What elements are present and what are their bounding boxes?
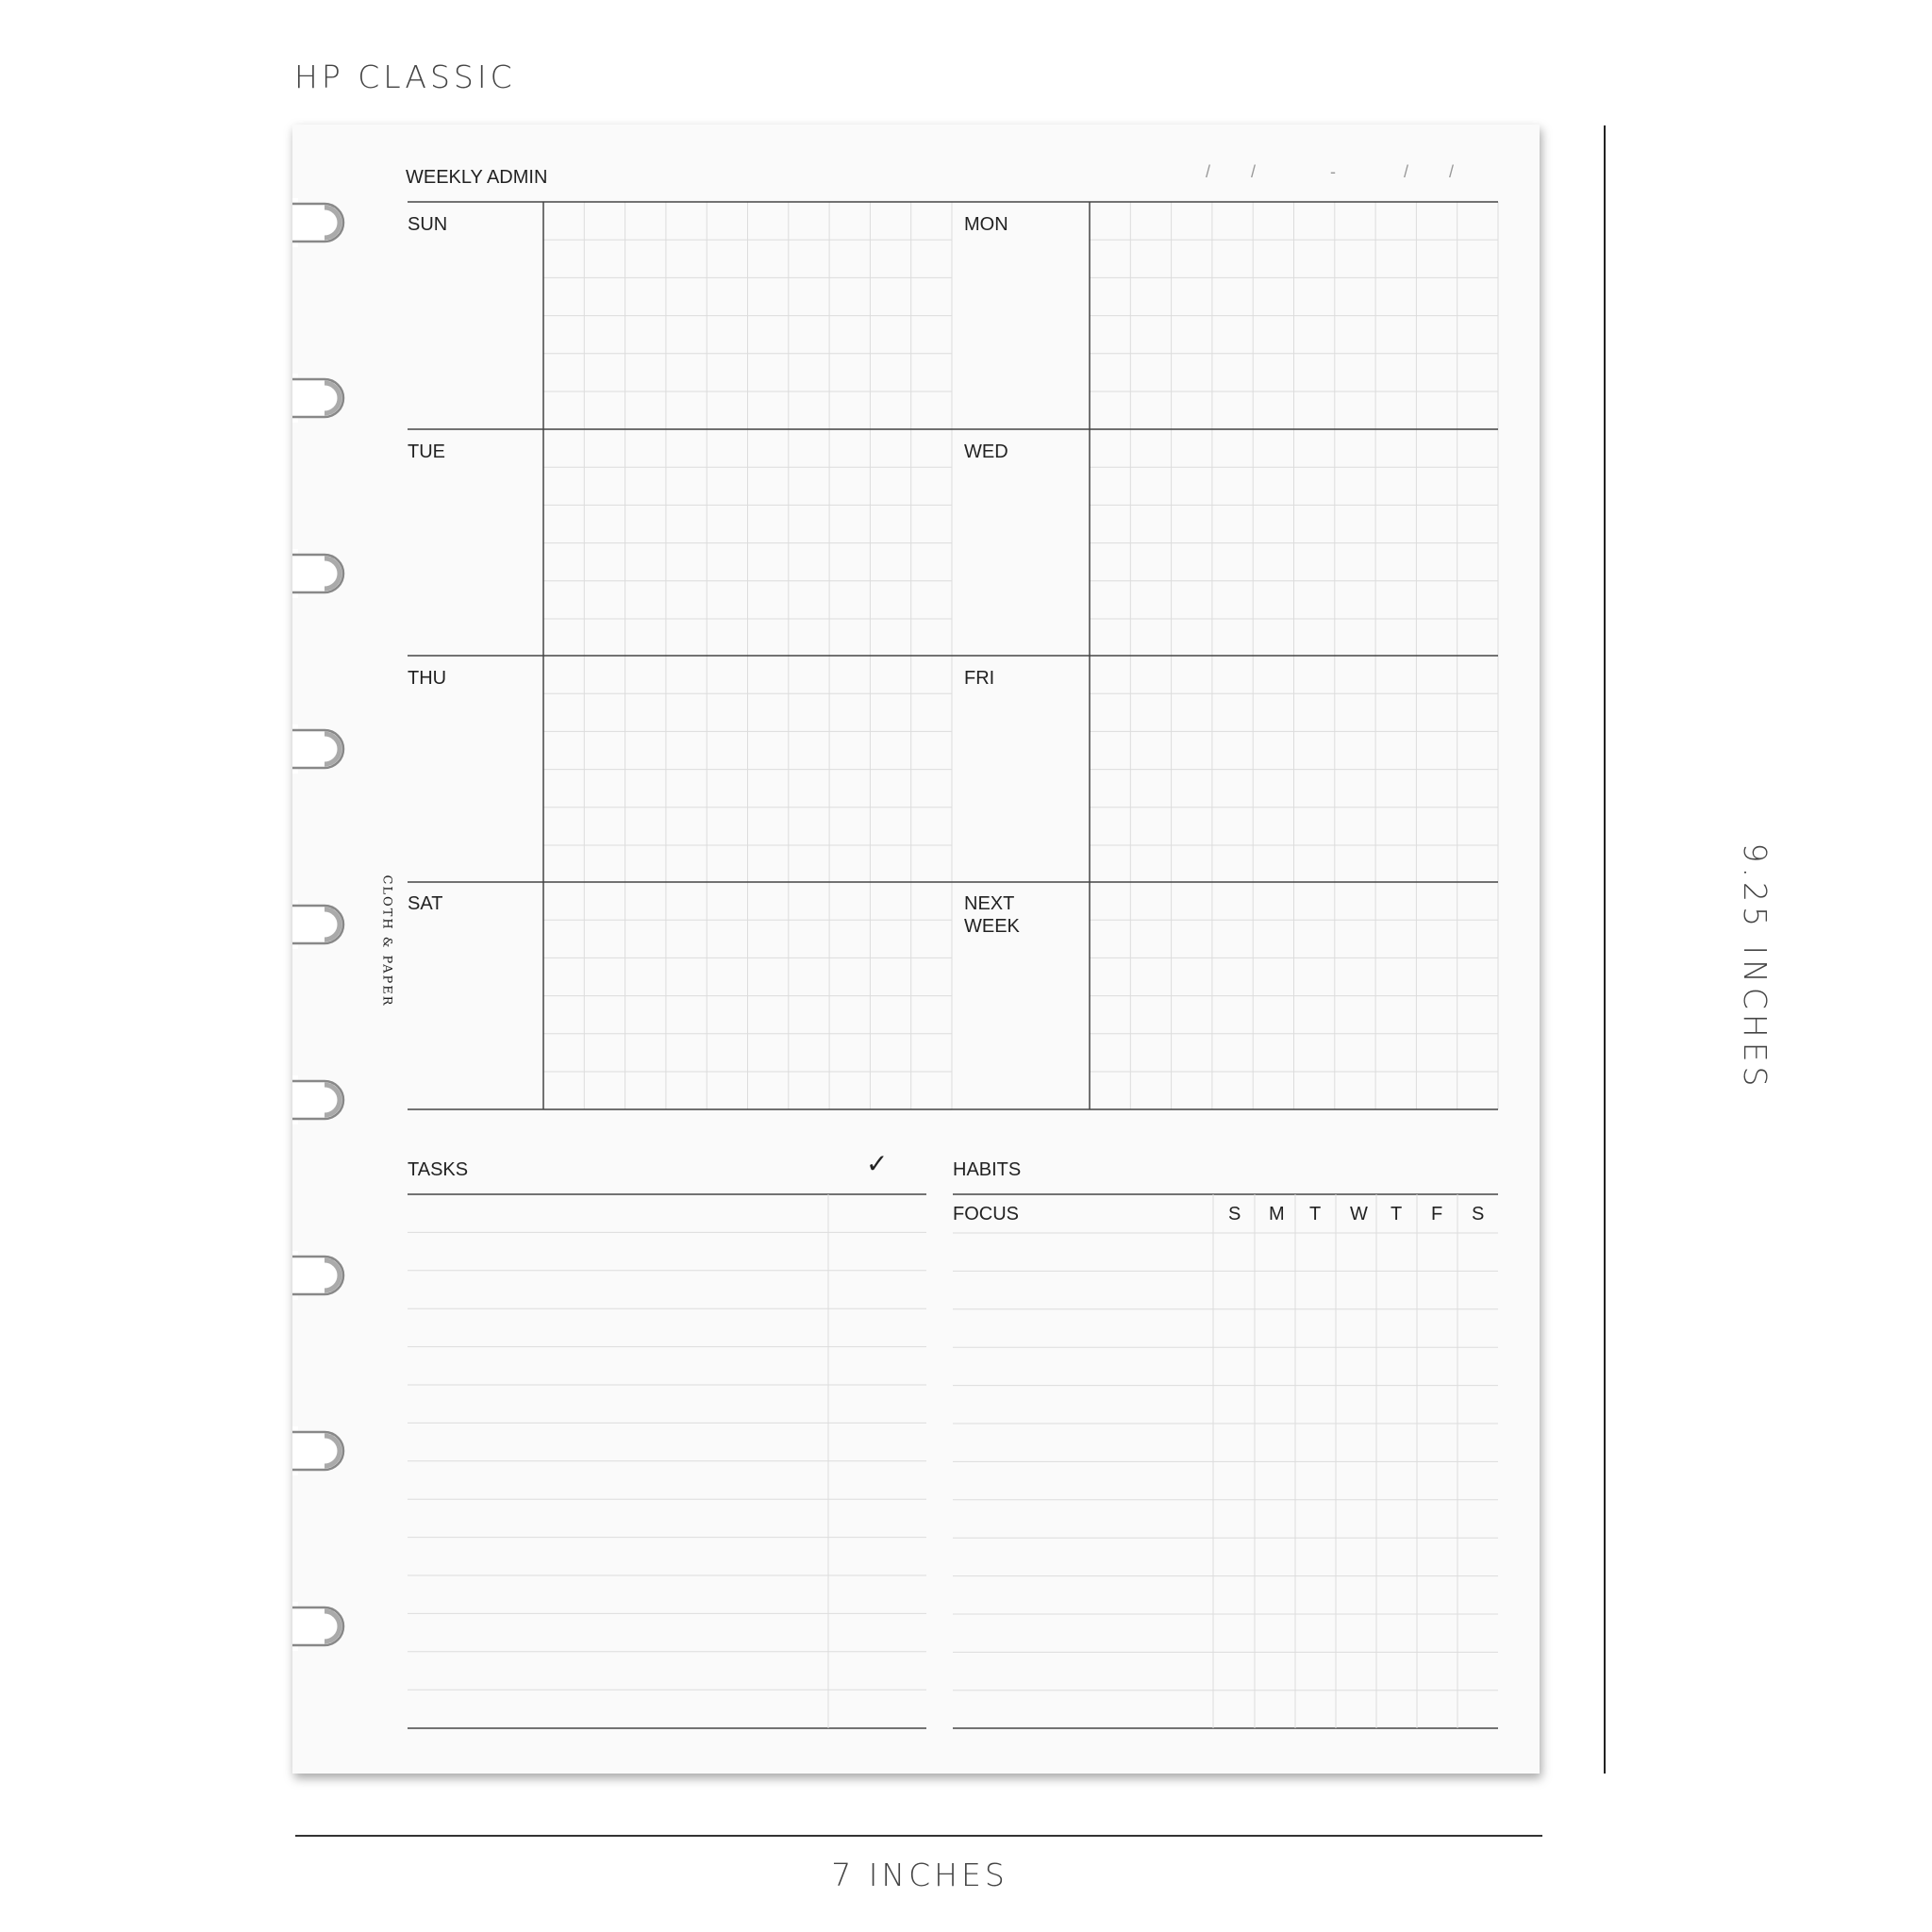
day-label-sun: SUN xyxy=(408,214,448,235)
habits-title: HABITS xyxy=(953,1159,1022,1180)
width-ruler xyxy=(295,1835,1542,1837)
habit-weekday-label: S xyxy=(1472,1204,1485,1224)
date-mark: / xyxy=(1404,162,1409,181)
habit-weekday-label: F xyxy=(1431,1204,1443,1224)
date-mark: / xyxy=(1206,162,1211,181)
brand-name: CLOTH & PAPER xyxy=(379,874,394,1008)
focus-label: FOCUS xyxy=(953,1204,1019,1224)
day-label-tue: TUE xyxy=(408,441,445,462)
day-label-mon: MON xyxy=(964,214,1008,235)
tasks-title: TASKS xyxy=(408,1159,469,1180)
date-mark: / xyxy=(1251,162,1257,181)
habit-weekday-label: S xyxy=(1228,1204,1241,1224)
height-label: 9.25 INCHES xyxy=(1737,842,1774,1091)
day-label-wed: WED xyxy=(964,441,1008,462)
date-mark: - xyxy=(1330,162,1336,181)
day-label-thu: THU xyxy=(408,668,447,689)
habit-weekday-label: W xyxy=(1350,1204,1368,1224)
day-label-fri: FRI xyxy=(964,668,995,689)
day-label-sat: SAT xyxy=(408,893,443,914)
habit-weekday-label: T xyxy=(1309,1204,1322,1224)
weekly-admin-title: WEEKLY ADMIN xyxy=(406,167,548,188)
day-label-next-week-line2: WEEK xyxy=(964,916,1020,937)
product-name: HP CLASSIC xyxy=(294,58,516,95)
check-icon: ✓ xyxy=(866,1148,889,1179)
habit-weekday-label: M xyxy=(1269,1204,1285,1224)
height-ruler xyxy=(1604,125,1606,1774)
day-label-next-week-line1: NEXT xyxy=(964,893,1015,914)
habit-weekday-label: T xyxy=(1391,1204,1403,1224)
brand-logo xyxy=(373,873,401,1024)
date-mark: / xyxy=(1449,162,1455,181)
width-label: 7 INCHES xyxy=(831,1857,1008,1893)
